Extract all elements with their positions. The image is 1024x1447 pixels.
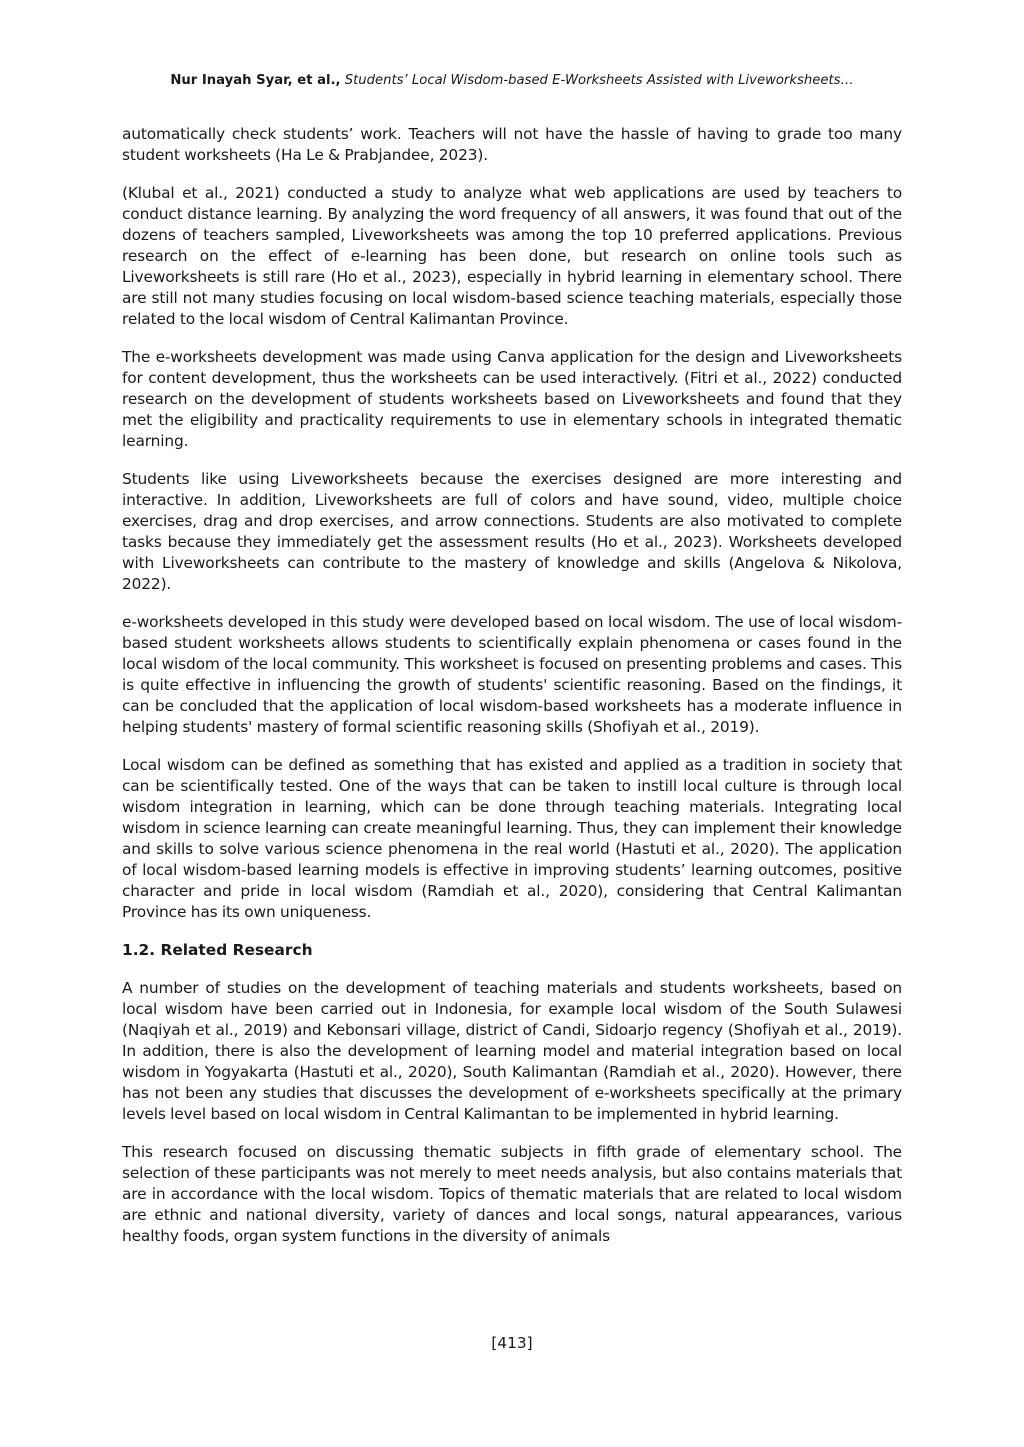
paragraph: Students like using Liveworksheets because the exercises designed are more interesting and interactive. In addition, Liveworksheets are full of colors and have sound, video, multiple choice exercises, drag and drop exercises, and arrow connections. Students are also motivated to complete tasks because they immediately get the assessment results (Ho et al., 2023). Worksheets developed with Liveworksheets can contribute to the mastery of knowledge and skills (Angelova & Nikolova, 2022). bbox=[122, 470, 902, 593]
paragraph: e-worksheets developed in this study were developed based on local wisdom. The use of local wisdom-based student worksheets allows students to scientifically explain phenomena or cases found in the local wisdom of the local community. This worksheet is focused on presenting problems and cases. This is quite effective in influencing the growth of students' scientific reasoning. Based on the findings, it can be concluded that the application of local wisdom-based worksheets has a moderate influence in helping students' mastery of formal scientific reasoning skills (Shofiyah et al., 2019). bbox=[122, 613, 903, 736]
paragraph: Local wisdom can be defined as something that has existed and applied as a tradition in society that can be scientifically tested. One of the ways that can be taken to instill local culture is through local wisdom integration in learning, which can be done through teaching materials. Integrating local wisdom in science learning can create meaningful learning. Thus, they can implement their knowledge and skills to solve various science phenomena in the real world (Hastuti et al., 2020). The application of local wisdom-based learning models is effective in improving students’ learning outcomes, positive character and pride in local wisdom (Ramdiah et al., 2020), considering that Central Kalimantan Province has its own uniqueness. bbox=[122, 756, 902, 921]
paragraph: The e-worksheets development was made using Canva application for the design and Liveworksheets for content development, thus the worksheets can be used interactively. (Fitri et al., 2022) conducted research on the development of students worksheets based on Liveworksheets and found that they met the eligibility and practicality requirements to use in elementary schools in integrated thematic learning. bbox=[122, 348, 902, 450]
header-title: Students’ Local Wisdom-based E-Worksheets Assisted with Liveworksheets… bbox=[344, 73, 854, 88]
paragraph: (Klubal et al., 2021) conducted a study to analyze what web applications are used by teachers to conduct distance learning. By analyzing the word frequency of all answers, it was found that out of the dozens of teachers sampled, Liveworksheets was among the top 10 preferred applications. Previous research on the effect of e-learning has been done, but research on online tools such as Liveworksheets is still rare (Ho et al., 2023), especially in hybrid learning in elementary school. There are still not many studies focusing on local wisdom-based science teaching materials, especially those related to the local wisdom of Central Kalimantan Province. bbox=[122, 184, 902, 328]
page-number: [413] bbox=[491, 1334, 533, 1352]
section-heading: 1.2. Related Research bbox=[122, 941, 313, 959]
paragraph: This research focused on discussing thematic subjects in fifth grade of elementary school. The selection of these participants was not merely to meet needs analysis, but also contains materials that are in accordance with the local wisdom. Topics of thematic materials that are related to local wisdom are ethnic and national diversity, variety of dances and local songs, natural appearances, various healthy foods, organ system functions in the diversity of animals bbox=[122, 1143, 902, 1245]
paragraph: A number of studies on the development of teaching materials and students worksheets, based on local wisdom have been carried out in Indonesia, for example local wisdom of the South Sulawesi (Naqiyah et al., 2019) and Kebonsari village, district of Candi, Sidoarjo regency (Shofiyah et al., 2019). In addition, there is also the development of learning model and material integration based on local wisdom in Yogyakarta (Hastuti et al., 2020), South Kalimantan (Ramdiah et al., 2020). However, there has not been any studies that discusses the development of e-worksheets specifically at the primary levels level based on local wisdom in Central Kalimantan to be implemented in hybrid learning. bbox=[122, 979, 902, 1123]
body-text bbox=[122, 124, 902, 1264]
header-authors: Nur Inayah Syar, et al., bbox=[170, 73, 341, 88]
running-header bbox=[0, 72, 1024, 90]
paragraph: automatically check students’ work. Teachers will not have the hassle of having to grade too many student worksheets (Ha Le & Prabjandee, 2023). bbox=[122, 125, 902, 164]
